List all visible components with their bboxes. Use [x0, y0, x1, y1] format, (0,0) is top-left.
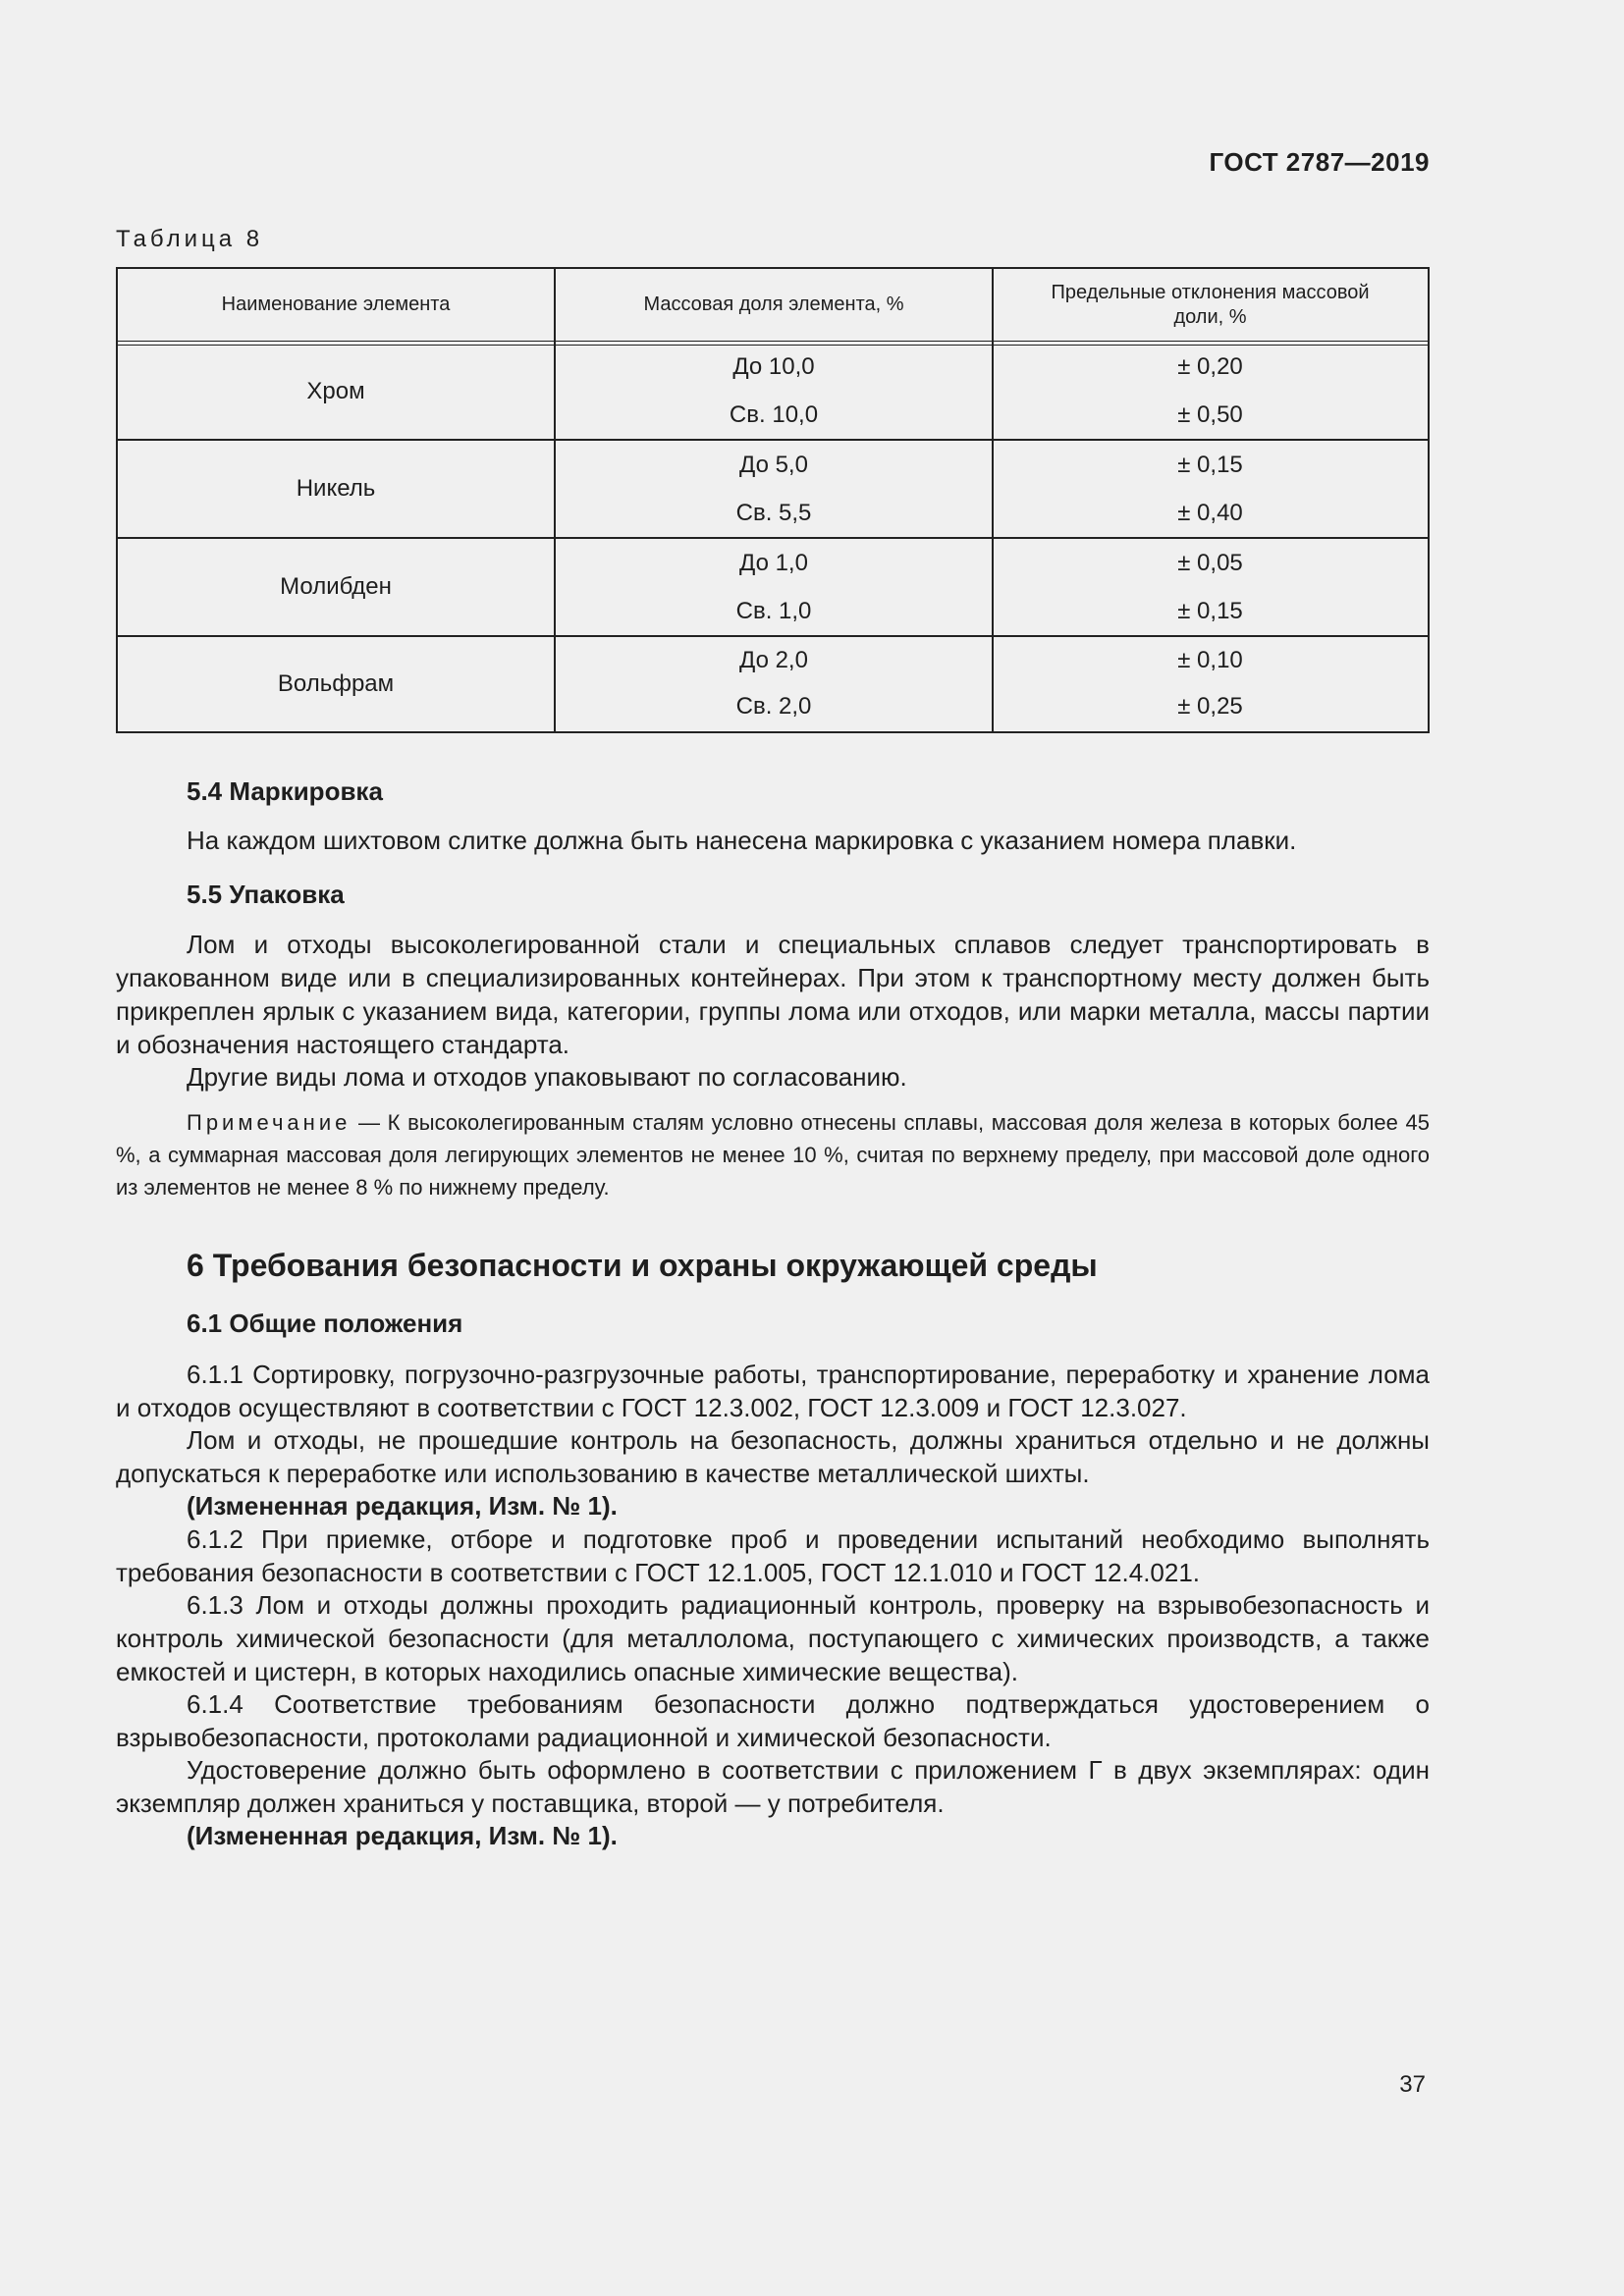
deviation: ± 0,20: [1177, 353, 1243, 380]
paragraph: Другие виды лома и отходов упаковывают по согласованию.: [187, 1062, 907, 1092]
table-header-cell: Наименование элемента: [221, 294, 451, 315]
element-name: Никель: [296, 475, 376, 502]
deviation: ± 0,05: [1177, 549, 1243, 576]
table-header-cell: Предельные отклонения массовой доли, %: [1051, 281, 1370, 328]
mass-fraction: До 10,0: [732, 353, 815, 380]
deviation: ± 0,40: [1177, 499, 1243, 526]
table-header-cell: Массовая доля элемента, %: [643, 294, 904, 315]
paragraph: 6.1.1 Сортировку, погрузочно-разгрузочные работы, транспортирование, переработку и хранение лома и отходов осуществляют в соответствии с ГОСТ 12.3.002, ГОСТ 12.3.009 и ГОСТ 12.3.027.: [116, 1360, 1430, 1422]
mass-fraction: До 5,0: [739, 451, 808, 478]
element-name: Хром: [306, 377, 365, 404]
data-table: [116, 267, 1430, 733]
note: [116, 1106, 1430, 1203]
deviation: ± 0,50: [1177, 400, 1243, 428]
amendment-note: (Измененная редакция, Изм. № 1).: [187, 1491, 618, 1521]
section-heading-5-4: 5.4 Маркировка: [187, 776, 383, 806]
note-label: Примечание: [187, 1110, 352, 1135]
paragraph: 6.1.4 Соответствие требованиям безопасности должно подтверждаться удостоверением о взрывобезопасности, протоколами радиационной и химической безопасности.: [116, 1689, 1430, 1752]
mass-fraction: Св. 1,0: [735, 597, 812, 624]
element-name: Молибден: [280, 573, 392, 600]
deviation: ± 0,25: [1177, 693, 1243, 720]
deviation: ± 0,15: [1177, 597, 1243, 624]
paragraph: 6.1.2 При приемке, отборе и подготовке проб и проведении испытаний необходимо выполнять требования безопасности в соответствии с ГОСТ 12.1.005, ГОСТ 12.1.010 и ГОСТ 12.4.021.: [116, 1524, 1430, 1587]
element-name: Вольфрам: [277, 669, 395, 697]
page-number: 37: [1399, 2071, 1426, 2098]
paragraph: На каждом шихтовом слитке должна быть нанесена маркировка с указанием номера плавки.: [187, 826, 1297, 855]
paragraph: 6.1.3 Лом и отходы должны проходить радиационный контроль, проверку на взрывобезопасность и контроль химической безопасности (для металлолома, поступающего с химических производств, а также емкостей и цистерн, в которых находились опасные химические вещества).: [116, 1590, 1430, 1686]
deviation: ± 0,10: [1177, 646, 1243, 673]
section-heading-6-1: 6.1 Общие положения: [187, 1308, 463, 1338]
section-heading-5-5: 5.5 Упаковка: [187, 880, 345, 909]
mass-fraction: До 1,0: [739, 549, 808, 576]
paragraph: Лом и отходы высоколегированной стали и специальных сплавов следует транспортировать в упакованном виде или в специализированных контейнерах. При этом к транспортному месту должен быть прикреплен ярлык с указанием вида, категории, группы лома или отходов, или марки металла, массы партии и обозначения настоящего стандарта.: [116, 930, 1430, 1059]
amendment-note: (Измененная редакция, Изм. № 1).: [187, 1821, 618, 1850]
note-text: — К высоколегированным сталям условно отнесены сплавы, массовая доля железа в которых более 45 %, а суммарная массовая доля легирующих элементов не менее 10 %, считая по верхнему пределу, при массовой доле одного из элементов не менее 8 % по нижнему пределу.: [116, 1110, 1430, 1200]
paragraph: Лом и отходы, не прошедшие контроль на безопасность, должны храниться отдельно и не должны допускаться к переработке или использованию в качестве металлической шихты.: [116, 1425, 1430, 1488]
document-id: ГОСТ 2787—2019: [1209, 147, 1430, 177]
table-caption: Таблица 8: [116, 226, 264, 252]
deviation: ± 0,15: [1177, 451, 1243, 478]
mass-fraction: Св. 5,5: [735, 499, 812, 526]
paragraph: Удостоверение должно быть оформлено в соответствии с приложением Г в двух экземплярах: один экземпляр должен храниться у поставщика, второй — у потребителя.: [116, 1755, 1430, 1818]
mass-fraction: Св. 10,0: [729, 400, 819, 428]
mass-fraction: До 2,0: [739, 646, 808, 673]
section-heading-6: 6 Требования безопасности и охраны окружающей среды: [187, 1248, 1098, 1283]
mass-fraction: Св. 2,0: [735, 693, 812, 720]
